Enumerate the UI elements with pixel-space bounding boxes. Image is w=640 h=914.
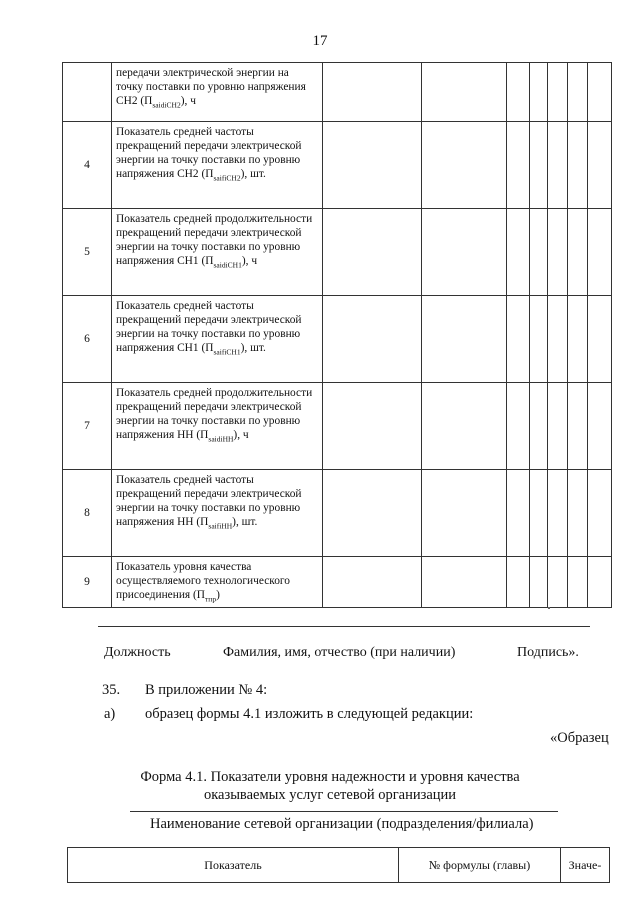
indicator-unit: ), шт.: [240, 342, 266, 355]
signature-line: [98, 626, 590, 627]
empty-value-cell: [548, 63, 568, 122]
empty-value-cell: [568, 122, 588, 209]
table-row: [63, 63, 612, 122]
table-row: [63, 296, 612, 383]
form-title: [130, 768, 530, 804]
signature-position-label: Должность: [104, 645, 171, 660]
subparagraph-a-number: а): [104, 706, 116, 722]
empty-value-cell: [530, 63, 548, 122]
indicator-subscript: saidiСН2: [152, 100, 181, 110]
form-title-line-1: Форма 4.1. Показатели уровня надежности и уровня качества: [140, 769, 520, 785]
empty-value-cell: [323, 470, 422, 557]
empty-value-cell: [568, 296, 588, 383]
empty-value-cell: [530, 557, 548, 608]
indicator-unit: ), ч: [241, 255, 258, 268]
indicator-text: Показатель средней продолжительности прекращений передачи электрической энергии на точку поставки по уровню напряжения НН (П: [116, 387, 313, 442]
row-number: 9: [63, 557, 112, 608]
empty-value-cell: [588, 383, 612, 470]
row-number: [63, 63, 112, 122]
header-indicator: Показатель: [68, 848, 399, 883]
header-value: Значе-: [561, 848, 610, 883]
indicator-subscript: saidiНН: [208, 434, 234, 444]
subparagraph-a-text: образец формы 4.1 изложить в следующей редакции:: [145, 706, 474, 722]
empty-value-cell: [422, 557, 507, 608]
empty-value-cell: [548, 470, 568, 557]
indicator-text: Показатель уровня качества осуществляемого технологического присоединения (П: [116, 561, 290, 602]
sample-label: «Образец: [550, 730, 609, 746]
empty-value-cell: [588, 122, 612, 209]
signature-sign-label: Подпись».: [517, 645, 579, 660]
row-number: 6: [63, 296, 112, 383]
empty-value-cell: [323, 209, 422, 296]
empty-value-cell: [422, 470, 507, 557]
empty-value-cell: [548, 383, 568, 470]
table-row: [63, 470, 612, 557]
empty-value-cell: [422, 383, 507, 470]
empty-value-cell: [530, 296, 548, 383]
indicator-subscript: тпр: [205, 594, 217, 604]
row-description: [112, 383, 323, 470]
empty-value-cell: [507, 383, 530, 470]
empty-value-cell: [422, 122, 507, 209]
indicator-unit: ): [216, 589, 220, 602]
empty-value-cell: [530, 122, 548, 209]
empty-value-cell: [507, 470, 530, 557]
page-number: 17: [312, 33, 328, 49]
empty-value-cell: [568, 557, 588, 608]
indicator-text: передачи электрической энергии на точку поставки по уровню напряжения СН2 (П: [116, 67, 306, 108]
empty-value-cell: [588, 209, 612, 296]
empty-value-cell: [588, 296, 612, 383]
empty-value-cell: [422, 209, 507, 296]
empty-value-cell: [323, 557, 422, 608]
form-title-line-2: оказываемых услуг сетевой организации: [203, 787, 457, 804]
org-name-caption: Наименование сетевой организации (подразделения/филиала): [150, 816, 534, 832]
indicator-text: Показатель средней продолжительности прекращений передачи электрической энергии на точку поставки по уровню напряжения СН1 (П: [116, 213, 313, 268]
signature-name-label: Фамилия, имя, отчество (при наличии): [223, 645, 456, 660]
empty-value-cell: [323, 383, 422, 470]
empty-value-cell: [548, 296, 568, 383]
indicator-unit: ), ч: [180, 95, 196, 108]
indicator-unit: ), шт.: [240, 168, 266, 181]
empty-value-cell: [507, 209, 530, 296]
empty-value-cell: [507, 557, 530, 608]
row-description: [112, 63, 323, 122]
empty-value-cell: [530, 383, 548, 470]
row-number: 8: [63, 470, 112, 557]
row-description: [112, 122, 323, 209]
row-description: [112, 470, 323, 557]
table-row: [63, 383, 612, 470]
table-row: [63, 122, 612, 209]
row-description: [112, 209, 323, 296]
empty-value-cell: [548, 557, 568, 608]
empty-value-cell: [568, 63, 588, 122]
empty-value-cell: [588, 470, 612, 557]
empty-value-cell: [507, 63, 530, 122]
empty-value-cell: [568, 209, 588, 296]
indicator-subscript: saifiСН2: [213, 173, 241, 183]
form-header-table: [67, 847, 610, 883]
empty-value-cell: [530, 209, 548, 296]
empty-value-cell: [507, 122, 530, 209]
row-number: 4: [63, 122, 112, 209]
indicator-unit: ), шт.: [232, 516, 258, 529]
empty-value-cell: [323, 122, 422, 209]
empty-value-cell: [422, 296, 507, 383]
header-formula-number: № формулы (главы): [399, 848, 561, 883]
empty-value-cell: [548, 209, 568, 296]
empty-value-cell: [568, 383, 588, 470]
paragraph-35-text: В приложении № 4:: [145, 682, 268, 698]
indicator-text: Показатель средней частоты прекращений передачи электрической энергии на точку поставки по уровню напряжения НН (П: [116, 474, 302, 529]
indicator-subscript: saifiСН1: [213, 347, 241, 357]
row-number: 5: [63, 209, 112, 296]
scan-mark: [548, 607, 550, 609]
empty-value-cell: [323, 296, 422, 383]
empty-value-cell: [422, 63, 507, 122]
empty-value-cell: [507, 296, 530, 383]
row-number: 7: [63, 383, 112, 470]
indicator-text: Показатель средней частоты прекращений передачи электрической энергии на точку поставки по уровню напряжения СН1 (П: [116, 300, 302, 355]
row-description: [112, 557, 323, 608]
table-row: [63, 557, 612, 608]
table-row: [63, 209, 612, 296]
indicator-subscript: saifiНН: [208, 521, 233, 531]
empty-value-cell: [323, 63, 422, 122]
empty-value-cell: [588, 63, 612, 122]
reliability-indicators-table: [62, 62, 612, 608]
empty-value-cell: [530, 470, 548, 557]
org-name-line: [130, 811, 558, 812]
paragraph-35-number: 35.: [102, 682, 121, 698]
indicator-subscript: saidiСН1: [213, 260, 242, 270]
indicator-text: Показатель средней частоты прекращений передачи электрической энергии на точку поставки по уровню напряжения СН2 (П: [116, 126, 302, 181]
empty-value-cell: [588, 557, 612, 608]
row-description: [112, 296, 323, 383]
empty-value-cell: [548, 122, 568, 209]
empty-value-cell: [568, 470, 588, 557]
indicator-unit: ), ч: [233, 429, 249, 442]
